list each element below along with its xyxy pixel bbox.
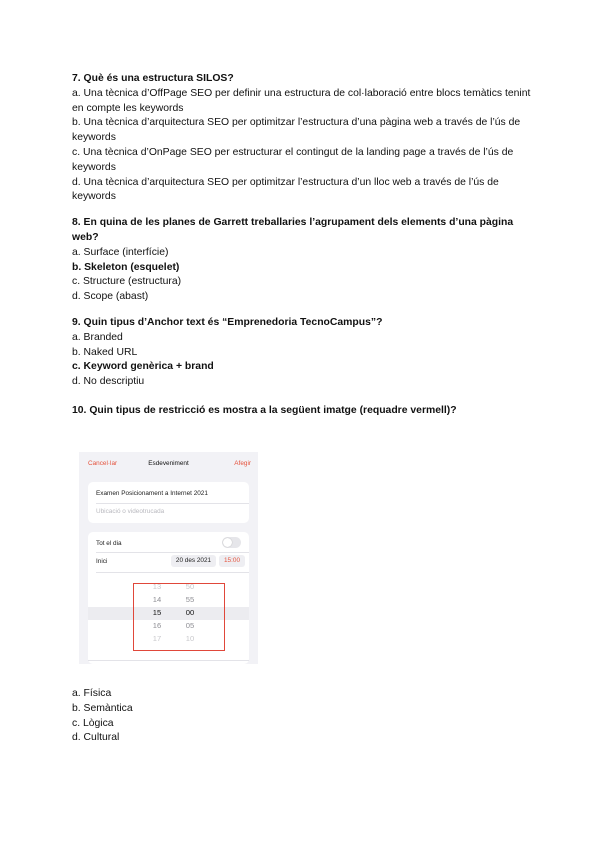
hour-value-selected: 15 (152, 608, 162, 617)
option-b: b. Semàntica (72, 702, 133, 714)
question-title-continued: web? (72, 231, 99, 243)
red-highlight-box (133, 583, 225, 651)
document-page (72, 72, 532, 419)
divider (88, 660, 249, 661)
minute-value: 55 (185, 595, 195, 604)
option-d: d. Una tècnica d’arquitectura SEO per optimitzar l’estructura d’un lloc web a través de l’ús de keywords (72, 176, 499, 203)
calendar-screenshot (79, 452, 258, 664)
date-time-card (88, 532, 249, 664)
question-10-options (72, 687, 532, 746)
hour-value: 13 (152, 582, 162, 591)
option-b: b. Naked URL (72, 346, 138, 358)
option-d: d. No descriptiu (72, 376, 145, 388)
option-b-correct: b. Skeleton (esquelet) (72, 261, 180, 273)
option-a: a. Surface (interfície) (72, 246, 169, 258)
location-placeholder: Ubicació o videotrucada (96, 508, 165, 515)
start-date: 20 des 2021 (171, 555, 216, 567)
option-a: a. Una tècnica d’OffPage SEO per definir una estructura de col·laboració entre blocs temàtics tenint en compte les keywords (72, 87, 531, 114)
hour-value: 14 (152, 595, 162, 604)
divider (96, 552, 249, 553)
question-title: 8. En quina de les planes de Garrett treballaries l’agrupament dels elements d’una pàgina (72, 217, 514, 229)
all-day-label: Tot el dia (96, 540, 122, 547)
question-8 (72, 216, 532, 305)
question-title: 9. Quin tipus d’Anchor text és “Emprenedoria TecnoCampus”? (72, 316, 383, 328)
hour-value: 17 (152, 634, 162, 643)
screenshot-navbar (79, 452, 258, 476)
option-d: d. Cultural (72, 732, 120, 744)
question-title: 7. Què és una estructura SILOS? (72, 73, 234, 84)
question-10 (72, 404, 532, 419)
cancel-label: Cancel·lar (88, 460, 118, 467)
start-time: 15:00 (219, 555, 245, 567)
option-c-correct: c. Keyword genèrica + brand (72, 361, 214, 373)
option-c: c. Structure (estructura) (72, 276, 182, 288)
add-label: Afegir (234, 460, 251, 467)
minute-value: 50 (185, 582, 195, 591)
hour-value: 16 (152, 621, 162, 630)
option-c: c. Lògica (72, 717, 114, 729)
option-d: d. Scope (abast) (72, 291, 149, 303)
screenshot-title: Esdeveniment (148, 460, 189, 467)
event-details-card (88, 482, 249, 523)
question-9 (72, 316, 532, 390)
question-title: 10. Quin tipus de restricció es mostra a la següent imatge (requadre vermell)? (72, 404, 457, 416)
divider (96, 572, 249, 573)
event-title: Examen Posicionament a Internet 2021 (96, 490, 208, 497)
minute-value: 05 (185, 621, 195, 630)
option-c: c. Una tècnica d’OnPage SEO per estructurar el contingut de la landing page a través de l’ús de keywords (72, 146, 514, 173)
all-day-toggle (222, 537, 241, 548)
divider (96, 503, 249, 504)
option-b: b. Una tècnica d’arquitectura SEO per optimitzar l’estructura d’una pàgina web a través de l’ús de keywords (72, 117, 521, 144)
question-7 (72, 72, 532, 205)
option-a: a. Branded (72, 331, 123, 343)
option-a: a. Física (72, 688, 112, 699)
start-label: Inici (96, 558, 108, 565)
minute-value-selected: 00 (185, 608, 195, 617)
minute-value: 10 (185, 634, 195, 643)
